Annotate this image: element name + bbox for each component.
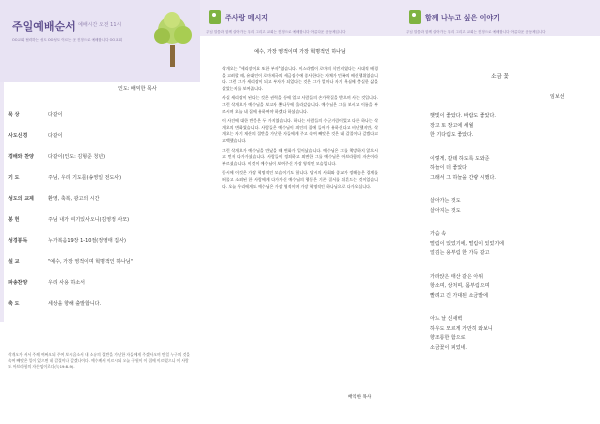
sermon-paragraph: 이 사건에 대한 반응은 두 가지였습니다. 하나는 사람들의 수군거림이었고 다른 하나는 삭개오의 변화였습니다. 사람들은 예수님이 죄인의 집에 들어가 유하신다고 비난했지만, 삭개오는 자기 재산의 절반을 가난한 자들에게 주고 속여 빼앗은 것은 네 갑절이나 갚겠다고 고백했습니다. (222, 118, 378, 143)
poem-title: 소금 꽃 (491, 74, 509, 80)
order-value: 주님 내가 여기있사오니(김영정 사모) (48, 217, 130, 223)
order-value: 환영, 축복, 광고의 시간 (48, 196, 100, 202)
poem-line: 소금꽃이 피었네. (430, 344, 467, 351)
order-value: "예수, 가장 영적이며 혁명적인 하나님" (48, 259, 133, 265)
order-value: 세상을 향해 출발합니다. (48, 301, 102, 307)
sermon-paragraph: 사실 세리장이 된다는 것은 권력을 등에 업고 사람들의 손가락질을 받으며 사는 것입니다. 그런 삭개오가 예수님을 보고자 뽕나무에 올라갔습니다. 예수님은 그를 보시고 이름을 부르시며 오늘 네 집에 유하여야 하겠다 하셨습니다. (222, 95, 378, 114)
poem-line: 살아가는 것도 (430, 198, 461, 204)
sermon-header-title: 주사랑 메시지 (225, 14, 269, 22)
poem-line: 아느 날 신새벽 (430, 316, 463, 322)
poem-body (430, 112, 580, 367)
poet-name: 임보선 (550, 94, 565, 100)
poem-line: 빨려고 긴 가대된 소금밭에 (430, 292, 488, 299)
order-row (8, 125, 193, 146)
poem-line: 떨림이 있었기에, 떨림이 있었기에 (430, 240, 504, 247)
poem-line: 그래서 그 하늘을 간량 시했다. (430, 174, 496, 181)
worship-order-panel (0, 0, 200, 424)
poem-line: 이렇게, 갈데 하도록 도와준 (430, 155, 490, 162)
story-panel (400, 0, 600, 424)
order-label: 파송찬양 (8, 280, 28, 286)
sermon-author: 배익한 목사 (348, 395, 372, 400)
church-logo-icon (409, 10, 421, 24)
poem-line: 햇빛이 좋았다. 바람도 좋았다. (430, 113, 496, 119)
order-label: 설 교 (8, 259, 20, 265)
poem-line: 향조롱한 함으로 (430, 335, 466, 341)
order-value: 다같이 (48, 133, 63, 139)
order-row (8, 188, 193, 209)
poem-line: 장고 또 장고에 세월 (430, 122, 474, 129)
sermon-header-sub: 주님 말씀과 함께 살아가는 우리 그리고 교회는 진정으로 예배합니다 아름다운 공동체입니다 (206, 30, 346, 34)
order-label: 봉 헌 (8, 217, 20, 223)
order-row (8, 167, 193, 188)
order-row (8, 293, 193, 314)
order-label: 사도신경 (8, 133, 28, 139)
story-header (400, 0, 600, 36)
order-label: 기 도 (8, 175, 20, 181)
worship-order-list (8, 104, 193, 314)
worship-header-line: OO교회 협력하는 성도 OO성도 이르는 곳 진정으로 예배합니다 OO교회 (12, 38, 122, 42)
order-row (8, 251, 193, 272)
sermon-body (222, 66, 378, 193)
order-value: 다같이 (48, 112, 63, 118)
order-label: 성경봉독 (8, 238, 28, 244)
poem-stanza (430, 155, 580, 184)
order-row (8, 104, 193, 125)
poem-stanza (430, 197, 580, 216)
poem-stanza (430, 315, 580, 353)
poem-stanza (430, 112, 580, 141)
sermon-title: 예수, 가장 영적이며 가장 혁명적인 하나님 (254, 49, 346, 55)
order-label: 축 도 (8, 301, 20, 307)
story-header-title: 함께 나누고 싶은 이야기 (425, 14, 500, 22)
tree-icon (150, 10, 195, 70)
poem-line: 하늘이 더 좋았다 (430, 165, 467, 171)
order-value: 누가복음19장 1-10절(정영태 집사) (48, 238, 126, 244)
poem-line: 하우도 모르게 가만히 와보니 (430, 325, 493, 332)
order-value: 우리 사용 하소서 (48, 280, 85, 286)
poem-line: 항소며, 상처며, 몸부림으며 (430, 283, 490, 289)
sermon-header (200, 0, 400, 36)
worship-time: 예배시간 오전 11시 (78, 22, 122, 28)
poem-stanza (430, 273, 580, 302)
poem-line: 살아지는 것도 (430, 207, 461, 214)
order-label: 성도의 교제 (8, 196, 34, 202)
preacher-label: 인도: 배익한 목사 (118, 86, 157, 92)
order-row (8, 146, 193, 167)
worship-header (0, 0, 200, 82)
order-label: 경배와 찬양 (8, 154, 34, 160)
order-label: 묵 상 (8, 112, 20, 118)
order-row (8, 272, 193, 293)
sermon-panel (200, 0, 400, 424)
poem-stanza (430, 230, 580, 259)
poem-line: 한 기다림도 좋았다. (430, 132, 474, 138)
order-value: 다같이(인도: 김형준 청년) (48, 154, 106, 160)
poem-line: 가라앉은 태산 같은 아위 (430, 273, 484, 280)
worship-title: 주일예배순서 (12, 20, 76, 33)
order-row (8, 209, 193, 230)
poem-line: 얼김는 용부림 한 가득 같고 (430, 250, 490, 256)
sermon-paragraph: 그런 삭개오가 예수님을 만났을 때 변화가 일어났습니다. 예수님은 그를 책망하지 않으시고 먼저 다가가셨습니다. 사람들이 정죄하고 외면한 그를 예수님은 아브라함의 자손이라 부르셨습니다. 이것이 예수님이 보여주신 가장 영적인 모습입니다. (222, 147, 378, 166)
church-logo-icon (209, 10, 221, 24)
sermon-paragraph: 동시에 이것은 가장 혁명적인 모습이기도 합니다. 당시의 사회와 종교가 정해놓은 경계를 허물고 소외된 한 사람에게 다가가신 예수님의 행동은 기존 질서를 뒤흔드는 것이었습니다. 오늘 우리에게도 예수님은 가장 영적이며 가장 혁명적인 하나님으로 다가오십니다. (222, 170, 378, 189)
scripture-footer: 삭개오가 서서 주께 여짜오되 주여 보시옵소서 내 소유의 절반을 가난한 자들에게 주겠사오며 만일 누구의 것을 속여 빼앗은 일이 있으면 네 갑절이나 갚겠나이다. 예수께서 이르시되 오늘 구원이 이 집에 이르렀으니 이 사람도 아브라함의 자손임이로다(눅19:8-9). (8, 352, 190, 369)
side-band (0, 82, 4, 322)
order-row (8, 230, 193, 251)
poem-line: 가슴 속 (430, 231, 447, 237)
sermon-paragraph: 삭개오는 "세리장이요 또한 부자"였습니다. 이스라엘이 로마의 식민지였다는 시대적 배경을 고려할 때, 유대인이 로마제국의 세금징수에 종사한다는 자체가 민족의 배신행위였습니다. 그런 그가 세리장이 되고 부자가 되었다는 것은 그가 얼마나 자기 욕심에 충실한 삶을 살았는지를 보여줍니다. (222, 66, 378, 91)
story-header-sub: 주님 말씀과 함께 살아가는 우리 그리고 교회는 진정으로 예배합니다 아름다운 공동체입니다 (406, 30, 546, 34)
order-value: 주님, 우리 기도를(송영일 전도사) (48, 175, 122, 181)
